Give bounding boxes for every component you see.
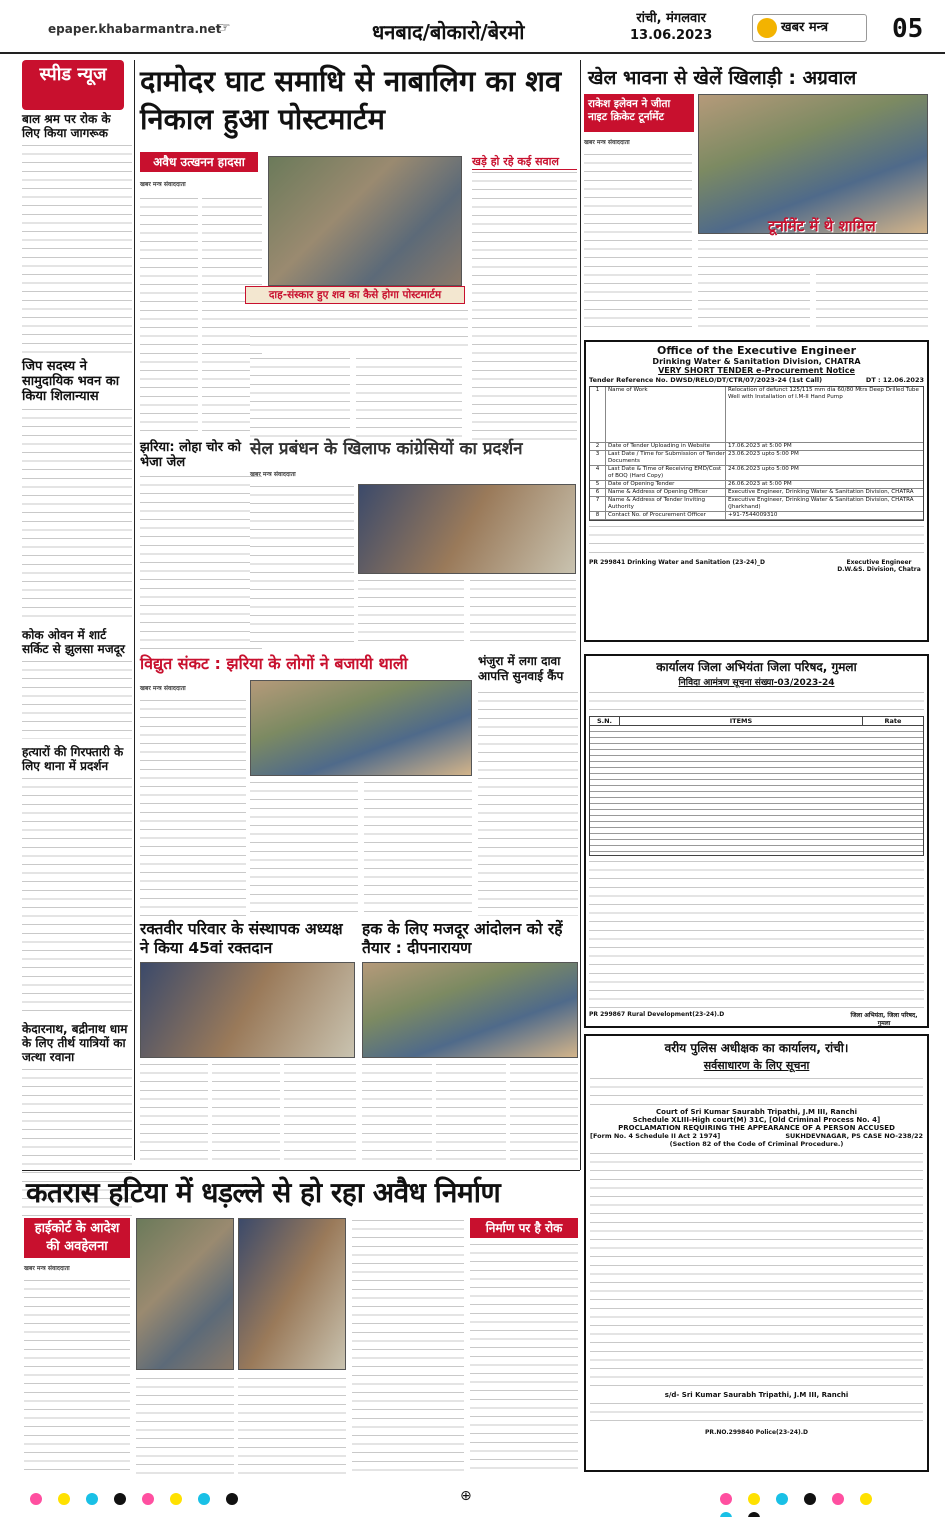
brand-name: खबर मन्त्र [781,20,829,35]
tender-date: DT : 12.06.2023 [865,376,924,384]
print-dot [114,1493,126,1505]
speed-news-label: स्पीड न्यूज [39,64,107,85]
tender-rows [590,387,923,520]
print-dot [832,1493,844,1505]
tender-row-item: Name & Address of Opening Officer [606,489,726,496]
lead-side-title: खड़े हो रहे कई सवाल [472,154,577,170]
page-number: 05 [892,14,924,44]
katras-body-col4 [352,1218,464,1474]
tender-table-row [590,481,923,489]
column-divider [134,60,135,1160]
protest-byline: खबर मन्त्र संवाददाता [250,471,296,478]
tender-row-detail: Relocation of defunct 125/115 mm dia 60/80 Mtrs Deep Drilled Tube Well with Installation of I.M-II Hand Pump [728,387,919,400]
tender-row-item: Date of Opening Tender [606,481,726,488]
police-notice [584,1034,929,1472]
tender-row-detail: 17.06.2023 at 5:00 PM [728,443,792,449]
print-dot [720,1512,732,1517]
gumla-col-items: ITEMS [620,717,863,725]
tender-ref-line [589,376,924,384]
hand-cursor-icon: ☞ [218,20,231,36]
lead-photo-caption-bar [245,286,465,304]
section-divider [22,1170,580,1171]
speed-news-body-4 [22,776,132,1016]
day-label: रांची, मंगलवार [636,11,706,26]
protest-headline: सेल प्रबंधन के खिलाफ कांग्रेसियों का प्रदर्शन [250,439,523,459]
power-byline: खबर मन्त्र संवाददाता [140,685,186,692]
tender-row-item: Last Date / Time for Submission of Tender Documents [608,451,725,464]
police-title: वरीय पुलिस अधीक्षक का कार्यालय, रांची। [664,1041,849,1055]
blood-body-col3 [284,1062,356,1166]
sports-photo-caption-text [698,238,928,268]
police-schedule: Schedule XLIII-High court(M) 31C, [Old Criminal Process No. 4] [632,1116,881,1124]
sports-photo [698,94,928,234]
tender-row-detail: Executive Engineer, Drinking Water & Sanitation Division, CHATRA [728,489,914,495]
power-headline: विद्युत संकट : झरिया के लोगों ने बजायी थाली [140,654,408,673]
gumla-pr: PR 299867 Rural Development(23-24).D [589,1011,725,1018]
column-divider [580,60,581,1170]
tender-table [589,386,924,521]
masthead [0,0,945,54]
gumla-title: कार्यालय जिला अभियंता जिला परिषद, गुमला [656,660,857,674]
tender-row-item: Name of Work [606,387,726,442]
labour-headline: हक के लिए मजदूर आंदोलन को रहें तैयार : दीपनारायण [362,920,563,957]
police-form: [Form No. 4 Schedule II Act 2 1974] [590,1132,721,1140]
blood-headline: रक्तवीर परिवार के संस्थापक अध्यक्ष ने किया 45वां रक्तदान [140,920,343,957]
print-dot [720,1493,732,1505]
police-details [590,1151,923,1389]
police-intro [590,1076,923,1106]
print-dot [58,1493,70,1505]
blood-photo [140,962,355,1058]
tender-notice-title: VERY SHORT TENDER e-Procurement Notice [658,366,855,375]
lead-caption-text [250,308,468,350]
sports-photo-caption: टूर्नामेंट में थे शामिल [768,217,876,235]
protest-photo [358,484,576,574]
print-dots-right [720,1490,910,1517]
katras-photo-2 [238,1218,346,1370]
edition-city: धनबाद/बोकारो/बेरमो [372,20,525,44]
power-body-col1 [140,698,246,916]
katras-subhead: हाईकोर्ट के आदेश की अवहेलना [24,1218,130,1258]
registration-mark-icon: ⊕ [460,1488,472,1504]
gumla-table-head [589,716,924,726]
tender-row-sl: 8 [590,512,606,519]
tender-row-detail: 24.06.2023 upto 5:00 PM [728,466,799,472]
police-sign: s/d- Sri Kumar Saurabh Tripathi, J.M III, Ranchi [664,1391,849,1399]
katras-byline: खबर मन्त्र संवाददाता [24,1265,70,1272]
logo-icon [757,18,777,38]
site-url[interactable]: epaper.khabarmantra.net [48,22,222,36]
tender-notice [584,340,929,642]
katras-body-col2 [136,1376,234,1474]
power-body-col2 [250,780,358,916]
tender-table-row [590,443,923,451]
gumla-sign: जिला अभियंता, जिला परिषद, गुमला [850,1012,918,1027]
sports-byline: खबर मन्त्र संवाददाता [584,139,630,146]
speed-news-title-1: बाल श्रम पर रोक के लिए किया जागरूक [22,112,111,140]
tender-row-sl: 4 [590,466,606,480]
blood-body-col1 [140,1062,208,1166]
sports-body-col2 [698,272,810,334]
speed-news-title-3: कोक ओवन में शार्ट सर्किट से झुलसा मजदूर [22,628,125,656]
katras-body-col1 [24,1278,130,1474]
lead-photo [268,156,462,286]
police-pr: PR.NO.299840 Police(23-24).D [704,1429,808,1436]
labour-body-col1 [362,1062,432,1166]
police-case: SUKHDEVNAGAR, PS CASE NO-238/22 [785,1132,923,1140]
blood-body-col2 [212,1062,280,1166]
gumla-terms [589,859,924,1009]
camp-headline: भंजुरा में लगा दावा आपत्ति सुनवाई कैंप [478,654,564,683]
katras-box-title: निर्माण पर है रोक [470,1218,578,1238]
print-dot [30,1493,42,1505]
print-dot [776,1493,788,1505]
police-sub: सर्वसाधारण के लिए सूचना [703,1059,810,1072]
tender-row-item: Last Date & Time of Receiving EMD/Cost of BOQ (Hard Copy) [606,466,726,480]
sports-body-col3 [816,272,928,334]
tender-footer [589,559,924,573]
tender-row-detail: 23.06.2023 upto 5:00 PM [728,451,799,457]
power-photo [250,680,472,776]
print-dot [860,1493,872,1505]
print-dots-left [30,1490,254,1509]
police-form-line [590,1132,923,1140]
lead-photo-caption: दाह-संस्कार हुए शव का कैसे होगा पोस्टमार्टम [268,289,442,301]
tender-row-item: Date of Tender Uploading in Website [606,443,726,450]
police-court: Court of Sri Kumar Saurabh Tripathi, J.M III, Ranchi [656,1108,857,1116]
speed-news-body-2 [22,407,132,622]
tender-row-item: Contact No. of Procurement Officer [606,512,726,519]
print-dot [86,1493,98,1505]
lead-side-body [472,170,577,440]
gumla-footer [589,1011,924,1027]
dateline [630,10,712,44]
speed-news-column [22,112,132,1162]
tender-row-sl: 2 [590,443,606,450]
gumla-sub: निविदा आमंत्रण सूचना संख्या-03/2023-24 [678,678,835,688]
print-dot [748,1493,760,1505]
katras-headline: कतरास हटिया में धड़ल्ले से हो रहा अवैध निर्माण [26,1176,501,1209]
lead-body-col1 [140,196,198,436]
tender-row-detail: 26.06.2023 at 5:00 PM [728,481,792,487]
labour-photo [362,962,578,1058]
gumla-intro [589,690,924,714]
tender-footnotes [589,524,924,558]
camp-body [478,690,578,916]
print-registration-dots [30,1490,910,1506]
sports-headline: खेल भावना से खेलें खिलाड़ी : अग्रवाल [588,67,857,89]
tender-table-row [590,451,923,466]
protest-body-col1 [250,484,354,642]
katras-body-col3 [238,1376,346,1474]
print-dot [748,1512,760,1517]
tender-row-sl: 5 [590,481,606,488]
tender-sign: Executive Engineer D.W.&S. Division, Chatra [837,559,921,573]
power-body-col3 [364,780,472,916]
brand-logo [752,14,867,42]
tender-row-sl: 6 [590,489,606,496]
police-tail [590,1401,923,1429]
gumla-col-rate: Rate [884,717,902,725]
speed-news-body-3 [22,659,132,739]
tender-table-row [590,497,923,512]
lead-sub-story-title: झरिया: लोहा चोर को भेजा जेल [140,440,241,470]
tender-row-item: Name & Address of Tender Inviting Authority [606,497,726,511]
tender-ref: Tender Reference No. DWSD/RELO/DT/CTR/07/2023-24 (1st Call) [589,376,823,384]
print-dot [142,1493,154,1505]
speed-news-title-2: जिप सदस्य ने सामुदायिक भवन का किया शिलान्यास [22,359,120,404]
tender-table-row [590,489,923,497]
tender-row-sl: 1 [590,387,606,442]
sports-body-col1 [584,152,692,332]
tender-office: Office of the Executive Engineer [656,344,857,357]
tender-row-sl: 3 [590,451,606,465]
police-proclamation: PROCLAMATION REQUIRING THE APPEARANCE OF A PERSON ACCUSED [618,1124,895,1132]
print-dot [198,1493,210,1505]
lead-body-col3 [250,356,350,442]
labour-body-col3 [510,1062,578,1166]
speed-news-body-1 [22,143,132,353]
tender-pr: PR 299841 Drinking Water and Sanitation (23-24)_D [589,559,766,566]
speed-news-title-5: केदारनाथ, बद्रीनाथ धाम के लिए तीर्थ यात्रियों का जत्था रवाना [22,1022,128,1064]
lead-sub-story-body [140,474,262,652]
police-section: (Section 82 of the Code of Criminal Procedure.) [669,1140,844,1148]
katras-photo-1 [136,1218,234,1370]
lead-tag: अवैध उत्खनन हादसा [140,152,258,172]
date-label: 13.06.2023 [630,28,713,43]
gumla-table-body [589,726,924,856]
katras-box-body [470,1242,578,1474]
gumla-notice [584,654,929,1028]
tender-table-row [590,512,923,520]
tender-row-detail: Executive Engineer, Drinking Water & Sanitation Division, CHATRA (Jharkhand) [728,497,914,510]
lead-headline: दामोदर घाट समाधि से नाबालिग का शव निकाल हुआ पोस्टमार्टम [140,64,562,136]
print-dot [804,1493,816,1505]
lead-body-col4 [356,356,462,442]
gumla-col-sn: S.N. [590,717,620,725]
tender-table-row [590,466,923,481]
tender-row-sl: 7 [590,497,606,511]
protest-body-col2 [358,578,464,642]
tender-dept: Drinking Water & Sanitation Division, CHATRA [652,357,861,366]
sports-subhead: राकेश इलेवन ने जीता नाइट क्रिकेट टूर्नामेंट [584,94,694,132]
speed-news-title-4: हत्यारों की गिरफ्तारी के लिए थाना में प्रदर्शन [22,745,124,773]
tender-row-detail: +91-7544009310 [728,512,778,518]
print-dot [226,1493,238,1505]
tender-table-row [590,387,923,443]
labour-body-col2 [436,1062,506,1166]
protest-body-col3 [470,578,576,642]
print-dot [170,1493,182,1505]
speed-news-badge [22,60,124,110]
lead-byline: खबर मन्त्र संवाददाता [140,181,186,188]
